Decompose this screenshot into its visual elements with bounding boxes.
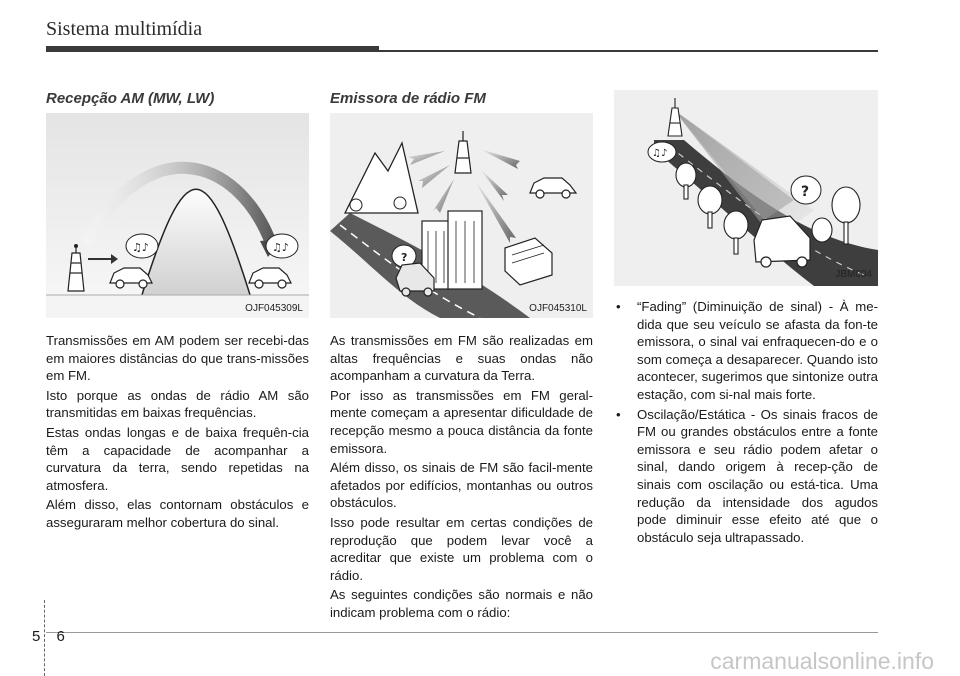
footer-rule <box>46 632 878 633</box>
svg-text:♫♪: ♫♪ <box>272 241 289 254</box>
am-wave-figure <box>46 113 309 318</box>
figure-code: OJF045310L <box>529 303 587 314</box>
paragraph: Estas ondas longas e de baixa frequên-cia têm a capacidade de acompanhar a curvatura da terra, sendo repetidas na atmosfera. <box>46 424 309 493</box>
paragraph: Além disso, elas contornam obstáculos e asseguraram melhor cobertura do sinal. <box>46 497 309 530</box>
fm-wave-figure <box>330 113 593 318</box>
paragraph: Transmissões em AM podem ser recebi-das em maiores distâncias do que trans-missões em FM. <box>46 333 309 384</box>
fm-body-text <box>330 332 593 624</box>
reception-conditions-list <box>614 298 878 548</box>
question-mark: ? <box>801 184 810 200</box>
watermark[interactable]: carmanualsonline.info <box>710 648 934 674</box>
svg-text:♫♪: ♫♪ <box>652 148 668 159</box>
paragraph: Além disso, os sinais de FM são facil-mente afetados por edifícios, montanhas ou outros obstáculos. <box>330 460 593 511</box>
paragraph: Por isso as transmissões em FM geral-mente começam a apresentar dificuldade de recepção mesmo a pouca distância da fonte emissora. <box>330 387 593 456</box>
paragraph: Isto porque as ondas de rádio AM são transmitidas em baixas frequências. <box>46 387 309 421</box>
section-header-title: Sistema multimídia <box>46 18 203 40</box>
list-item: • Oscilação/Estática - Os sinais fracos de FM ou grandes obstáculos entre a fonte emissora e seu rádio podem afetar o sinal, dando origem à recep-ção de sinais com oscilação ou está-tica. Uma redução da intensidade dos agudos pode diminuir esse efeito até que o obstáculo seja ultrapassado. <box>614 406 878 547</box>
question-mark: ? <box>401 251 408 264</box>
fading-figure <box>614 90 878 286</box>
paragraph: As transmissões em FM são realizadas em altas frequências e suas ondas não acompanham a curvatura da Terra. <box>330 333 593 384</box>
am-body-text <box>46 332 309 534</box>
figure-code: OJF045309L <box>245 303 303 314</box>
fm-station-heading: Emissora de rádio FM <box>330 90 486 107</box>
paragraph: As seguintes condições são normais e não indicam problema com o rádio: <box>330 587 593 620</box>
svg-text:♫♪: ♫♪ <box>132 241 149 254</box>
header-rule-dark <box>46 46 379 52</box>
figure-code: JBM004 <box>835 269 872 280</box>
paragraph: Isso pode resultar em certas condições de reprodução que podem levar você a acreditar que existe um problema com o rádio. <box>330 514 593 583</box>
am-reception-heading: Recepção AM (MW, LW) <box>46 90 215 107</box>
page-number: 5 6 <box>32 628 71 645</box>
header-rule-thin <box>379 50 878 52</box>
list-item: • “Fading” (Diminuição de sinal) - À me-dida que seu veículo se afasta da fon-te emissora, o sinal vai enfraquecen-do e o som começa a desaparecer. Quando isto acontecer, sugerimos que sintonize outra estação, com si-nal mais forte. <box>614 298 878 404</box>
